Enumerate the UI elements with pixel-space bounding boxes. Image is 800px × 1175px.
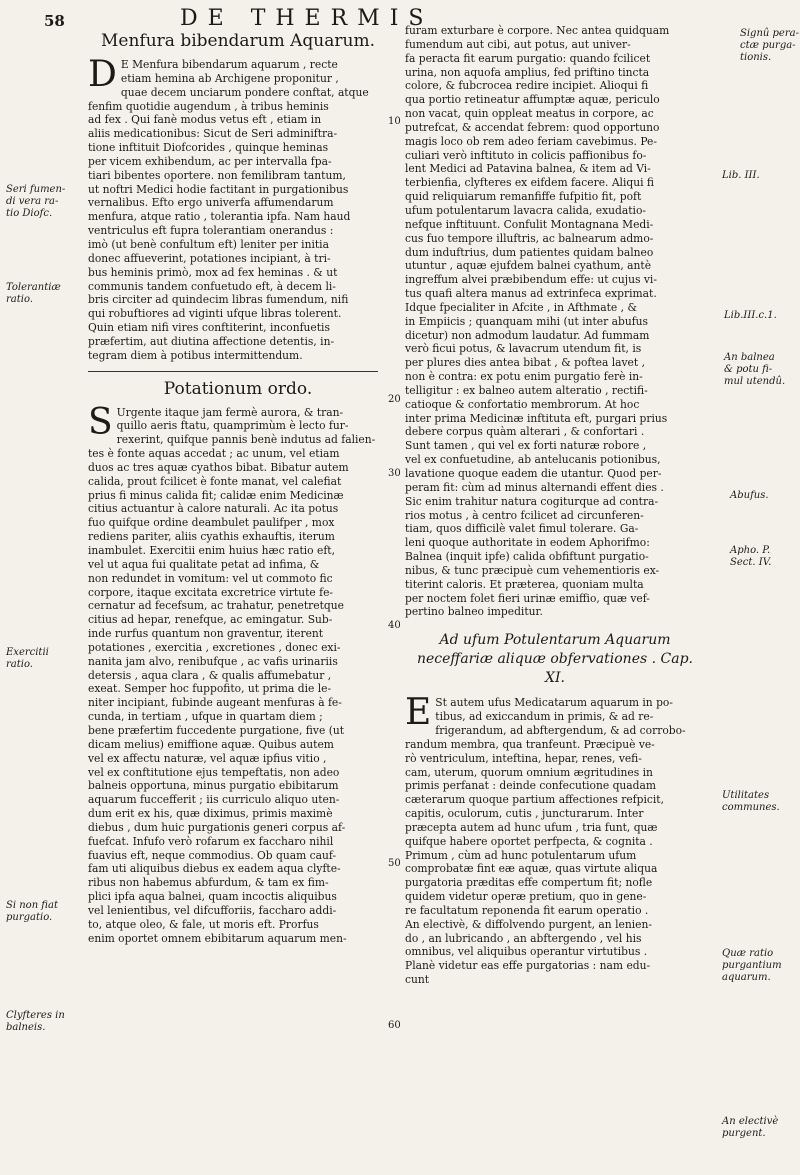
text-line: urina, non aquofa amplius, fed priftino tincta — [405, 65, 650, 79]
text-line: fumendum aut cibi, aut potus, aut univer- — [405, 37, 631, 51]
text-line: pertino balneo impeditur. — [405, 605, 543, 619]
text-line: putrefcat, & accendat febrem: quod opportuno — [405, 120, 660, 134]
margin-note-abusus: Abufus. — [730, 490, 769, 501]
text-line: peram fit: cùm ad minus alternandi effent dies . — [405, 480, 664, 494]
text-line: primis perfanat : deinde confecutione quadam — [405, 779, 657, 793]
text-line: cernatur ad fecefsum, ac trahatur, penetretque — [88, 599, 344, 613]
text-line: Sunt tamen , qui vel ex forti naturæ robore , — [405, 439, 647, 453]
text-line: re facultatum reponenda fit earum operatio . — [405, 903, 649, 917]
text-line: tione inftituit Diofcorides , quinque heminas — [88, 141, 329, 155]
margin-note-aphorismo: Apho. P. Sect. IV. — [730, 545, 772, 568]
paragraph-lines — [88, 54, 388, 363]
text-line: dum erit ex his, quæ diximus, primis maximè — [88, 807, 333, 821]
margin-note-balnea: An balnea & potu fi- mul utendû. — [724, 352, 786, 387]
text-line: cunda, in tertiam , ufque in quartam diem ; — [88, 710, 323, 724]
paragraph-menfura — [88, 54, 388, 363]
text-line: purgatoria præditas effe compertum fit; nofle — [405, 876, 653, 890]
text-line: tibus, ad exiccandum in primis, & ad re- — [435, 710, 654, 724]
text-line: aquarum fuccefferit ; iis curriculo aliquo uten- — [88, 793, 340, 807]
text-line: communis tandem confuetudo eft, à decem li- — [88, 279, 336, 293]
text-line: Balnea (inquit ipfe) calida obfiftunt purgatio- — [405, 550, 649, 564]
text-line: per plures dies antea bibat , & poftea lavet , — [405, 356, 645, 370]
text-line: in Empiicis ; quanquam mihi (ut inter abufus — [405, 314, 649, 328]
text-line: fam uti aliquibus diebus ex eadem aqua clyfte- — [88, 862, 341, 876]
text-line: culiari verò inftituto in colicis paffionibus fo- — [405, 148, 647, 162]
chapter-xi-title: Ad ufum Potulentarum Aquarum neceffariæ aliquæ obfervationes . Cap. XI. — [416, 632, 693, 687]
line-number: 20 — [388, 394, 401, 405]
text-line: niter incipiant, fubinde augeant menfuras à fe- — [88, 696, 342, 710]
text-line: fenfim quotidie augendum , à tribus heminis — [88, 99, 329, 113]
text-line: Urgente itaque jam fermè aurora, & tran- — [116, 405, 344, 419]
text-line: furam exturbare è corpore. Nec antea quidquam — [405, 24, 670, 37]
text-line: per vicem exhibendum, ac per intervalla fpa- — [88, 154, 332, 168]
text-line: bus heminis primò, mox ad fex heminas . & ut — [88, 265, 338, 279]
text-line: omnibus, vel aliquibus operantur virtutibus . — [405, 945, 648, 959]
drop-cap-d: D — [88, 54, 117, 95]
text-line: diebus , dum huic purgationis generi corpus af- — [88, 820, 346, 834]
text-line: vel ex affectu naturæ, vel aquæ ipfius vitio , — [88, 751, 327, 765]
margin-note-signum: Signû pera- ctæ purga- tionis. — [740, 28, 799, 63]
text-line: præfertim, aut diutina affectione detentis, in- — [88, 334, 335, 348]
text-line: ufum potulentarum lavacra calida, exudatio- — [405, 203, 646, 217]
text-line: lent Medici ad Patavina balnea, & item ad Vi- — [405, 162, 651, 176]
text-line: quid reliquiarum remanfiffe fufpitio fit, poft — [405, 190, 642, 204]
text-line: citius ad hepar, renefque, ac emingatur. Sub- — [88, 613, 333, 627]
text-line: non è contra: ex potu enim purgatio ferè in- — [405, 370, 643, 384]
margin-note-ratio-purgantium: Quæ ratio purgantium aquarum. — [722, 948, 782, 983]
text-line: fuavius eft, neque commodius. Ob quam cauf- — [88, 848, 337, 862]
text-line: dum induftrius, dum patientes quidam balneo — [405, 245, 654, 259]
text-line: prius fi minus calida fit; calidæ enim Medicinæ — [88, 488, 344, 502]
text-line: qui robuftiores ad viginti ufque libras tolerent. — [88, 307, 342, 321]
margin-note-seri: Seri fumen- di vera ra- tio Diofc. — [6, 184, 66, 219]
text-line: terbienfia, clyfteres ex eifdem facere. Aliqui fi — [405, 176, 655, 190]
text-line: vel lenientibus, vel difcufforiis, faccharo addi- — [88, 903, 337, 917]
text-line: vel ex confuetudine, ab antelucanis potionibus, — [405, 453, 661, 467]
text-line: donec affueverint, potationes incipiant, à tri- — [88, 251, 331, 265]
text-line: utuntur , aquæ ejufdem balnei cyathum, antè — [405, 259, 652, 273]
text-line: An electivè, & diffolvendo purgent, an lenien- — [405, 917, 652, 931]
text-line: verò ficui potus, & lavacrum utendum fit, is — [405, 342, 642, 356]
text-line: tes è fonte aquas accedat ; ac unum, vel etiam — [88, 447, 340, 461]
text-line: vel ut aqua fui qualitate petat ad infima, & — [88, 557, 320, 571]
line-number: 60 — [388, 1020, 401, 1031]
text-line: comprobatæ fint eæ aquæ, quas virtute aliqua — [405, 862, 658, 876]
text-line: exeat. Semper hoc fuppofito, ut prima die le- — [88, 682, 332, 696]
text-line: ad fex . Qui fanè modus vetus eft , etiam in — [88, 113, 322, 127]
text-line: quifque habere oportet perfpecta, & cognita . — [405, 834, 653, 848]
paragraph-usus — [405, 692, 705, 987]
text-line: ingreffum alvei præbibendum effe: ut cujus vi- — [405, 273, 657, 287]
text-line: to, atque oleo, & fale, ut moris eft. Prorfus — [88, 917, 319, 931]
text-line: citius actuantur à calore naturali. Ac ita potus — [88, 502, 339, 516]
right-column — [405, 24, 705, 987]
text-line: cam, uterum, quorum omnium ægritudines in — [405, 765, 653, 779]
text-line: Planè videtur eas effe purgatorias : nam edu- — [405, 959, 651, 973]
text-line: rediens pariter, aliis cyathis exhauftis, iterum — [88, 530, 335, 544]
running-head: DE THERMIS — [180, 6, 434, 31]
text-line: balneis opportuna, minus purgatio ebibitarum — [88, 779, 339, 793]
text-line: tegram diem à potibus intermittendum. — [88, 348, 303, 362]
text-line: detersis , aqua clara , & qualis affumebatur , — [88, 668, 332, 682]
text-line: titerint caloris. Et præterea, quoniam multa — [405, 577, 644, 591]
text-line: catioque & confortatio membrorum. At hoc — [405, 397, 640, 411]
text-line: lavatione quoque eadem die utantur. Quod per- — [405, 467, 662, 480]
line-number: 50 — [388, 858, 401, 869]
line-number: 30 — [388, 468, 401, 479]
text-line: rios motus , à centro fcilicet ad circunferen- — [405, 508, 644, 522]
text-line: Idque fpecialiter in Afcite , in Afthmate , & — [405, 300, 637, 314]
text-line: cus fuo tempore illuftris, ac balnearum admo- — [405, 231, 654, 245]
text-line: rò ventriculum, inteftina, hepar, renes, vefi- — [405, 751, 642, 765]
text-line: aliis medicationibus: Sicut de Seri adminiftra- — [88, 127, 338, 141]
paragraph-lines — [405, 692, 705, 987]
text-line: ventriculus eft fupra tolerantiam onerandus : — [88, 224, 334, 238]
text-line: non vacat, quin oppleat meatus in corpore, ac — [405, 107, 654, 121]
text-line: colore, & fubcrocea redire incipiet. Alioqui fi — [405, 79, 649, 93]
text-line: fuefcat. Infufo verò rofarum ex faccharo nihil — [88, 834, 334, 848]
text-line: bris circiter ad quindecim libras fumendum, nifi — [88, 293, 349, 307]
text-line: E Menfura bibendarum aquarum , recte — [120, 58, 338, 71]
line-number: 10 — [388, 116, 401, 127]
text-line: nefque inftituunt. Confulit Montagnana Medi- — [405, 217, 654, 231]
text-line: fuo quifque ordine deambulet paulifper , mox — [88, 516, 335, 530]
text-line: ut noftri Medici hodie factitant in purgationibus — [88, 182, 349, 196]
paragraph-potationum — [88, 401, 388, 946]
text-line: enim oportet omnem ebibitarum aquarum men- — [88, 931, 347, 945]
text-line: tiam, quos difficilè valet fimul tolerare. Ga- — [405, 522, 639, 536]
text-line: Primum , cùm ad hunc potulentarum ufum — [405, 848, 637, 862]
text-line: qua portio retineatur affumptæ aquæ, periculo — [405, 93, 660, 107]
section-title-potationum: Potationum ordo. — [163, 378, 313, 399]
text-line: dicetur) non admodum laudatur. Ad fummam — [405, 328, 650, 342]
text-line: do , an lubricando , an abftergendo , vel his — [405, 931, 642, 945]
text-line: Quin etiam nifi vires conftiterint, inconfuetis — [88, 321, 330, 335]
text-line: per noctem folet fieri urinæ emiffio, quæ vef- — [405, 591, 650, 605]
text-line: quae decem unciarum pondere conftat, atque — [120, 85, 369, 99]
text-line: St autem ufus Medicatarum aquarum in po- — [435, 696, 673, 710]
text-line: ribus non habemus abfurdum, & tam ex fim- — [88, 876, 329, 890]
text-line: bene præfertim fuccedente purgatione, five (ut — [88, 723, 345, 737]
page-number: 58 — [44, 12, 65, 30]
text-line: randum membra, qua tranfeunt. Præcipuè ve- — [405, 737, 655, 751]
text-line: plici ipfa aqua balnei, quam incoctis aliquibus — [88, 890, 337, 904]
text-line: quidem videtur operæ pretium, quo in gene- — [405, 890, 647, 904]
margin-note-exercitii: Exercitii ratio. — [6, 647, 49, 670]
text-line: etiam hemina ab Archigene proponitur , — [120, 71, 339, 85]
text-line: rexerint, quifque pannis benè indutus ad falien- — [116, 433, 376, 447]
margin-note-tolerantia: Tolerantiæ ratio. — [6, 282, 61, 305]
drop-cap-s: S — [88, 401, 113, 443]
text-line: capitis, oculorum, cutis , juncturarum. Inter — [405, 807, 644, 821]
text-line: tus quafi altera manus ad extrinfeca exprimat. — [405, 287, 657, 301]
line-number: 40 — [388, 620, 401, 631]
text-line: calida, prout fcilicet è fonte manat, vel calefiat — [88, 474, 342, 488]
text-line: leni quoque authoritate in eodem Aphorifmo: — [405, 536, 650, 550]
text-line: inde rurfus quantum non graventur, iterent — [88, 627, 324, 641]
left-column — [88, 24, 388, 945]
margin-note-clysteres: Clyfteres in balneis. — [6, 1010, 65, 1033]
text-line: nibus, & tunc præcipuè cum vehementioris ex- — [405, 563, 660, 577]
text-line: vernalibus. Efto ergo univerfa affumendarum — [88, 196, 334, 210]
text-line: duos ac tres aquæ cyathos bibat. Bibatur autem — [88, 460, 349, 474]
text-line: cunt — [405, 973, 430, 987]
text-line: magis loco ob rem adeo feriam cavebimus. Pe- — [405, 134, 657, 148]
margin-note-lib-iii-c1: Lib.III.c.1. — [724, 310, 777, 321]
text-line: menfura, atque ratio , tolerantia ipfa. Nam haud — [88, 210, 351, 224]
text-line: fa peracta fit earum purgatio: quando fcilicet — [405, 51, 651, 65]
paragraph-lines — [88, 401, 388, 946]
text-line: imò (ut benè confultum eft) leniter per initia — [88, 237, 329, 251]
text-line: inter prima Medicinæ inftituta eft, purgari prius — [405, 411, 668, 425]
text-line: tiari bibentes oportere. non femilibram tantum, — [88, 168, 346, 182]
text-line: nanita jam alvo, renibufque , ac vafis urinariis — [88, 654, 338, 668]
text-line: dicam melius) emiffione aquæ. Quibus autem — [88, 737, 334, 751]
text-line: quillo aeris ftatu, quamprimùm è lecto fur- — [116, 419, 349, 433]
text-line: inambulet. Exercitii enim huius hæc ratio eft, — [88, 544, 335, 557]
text-line: debere corpus quàm alterari , & confortari . — [405, 425, 645, 439]
drop-cap-e: E — [405, 692, 432, 734]
text-line: Sic enim trahitur natura cogiturque ad contra- — [405, 494, 659, 508]
margin-note-utilitates: Utilitates communes. — [722, 790, 780, 813]
paragraph-signum — [405, 24, 705, 619]
text-line: telligitur : ex balneo autem alteratio , rectifi- — [405, 383, 648, 397]
text-line: potationes , exercitia , excretiones , donec exi- — [88, 640, 341, 654]
margin-note-lib-iii: Lib. III. — [722, 170, 760, 181]
chapter-title: Menfura bibendarum Aquarum. — [101, 31, 375, 51]
text-line: præcepta autem ad hunc ufum , tria funt, quæ — [405, 820, 658, 834]
text-line: frigerandum, ad abftergendum, & ad corrobo- — [435, 723, 686, 737]
text-line: vel ex conftitutione ejus tempeftatis, non adeo — [88, 765, 340, 779]
text-line: cæterarum quoque partium affectiones refpicit, — [405, 793, 664, 807]
margin-note-electivè: An electivè purgent. — [722, 1116, 779, 1139]
margin-note-purgatio: Si non fiat purgatio. — [6, 900, 58, 923]
text-line: corpore, itaque excitata excretrice virtute fe- — [88, 585, 334, 599]
divider — [88, 371, 378, 372]
text-line: non redundet in vomitum: vel ut commoto fic — [88, 571, 333, 585]
